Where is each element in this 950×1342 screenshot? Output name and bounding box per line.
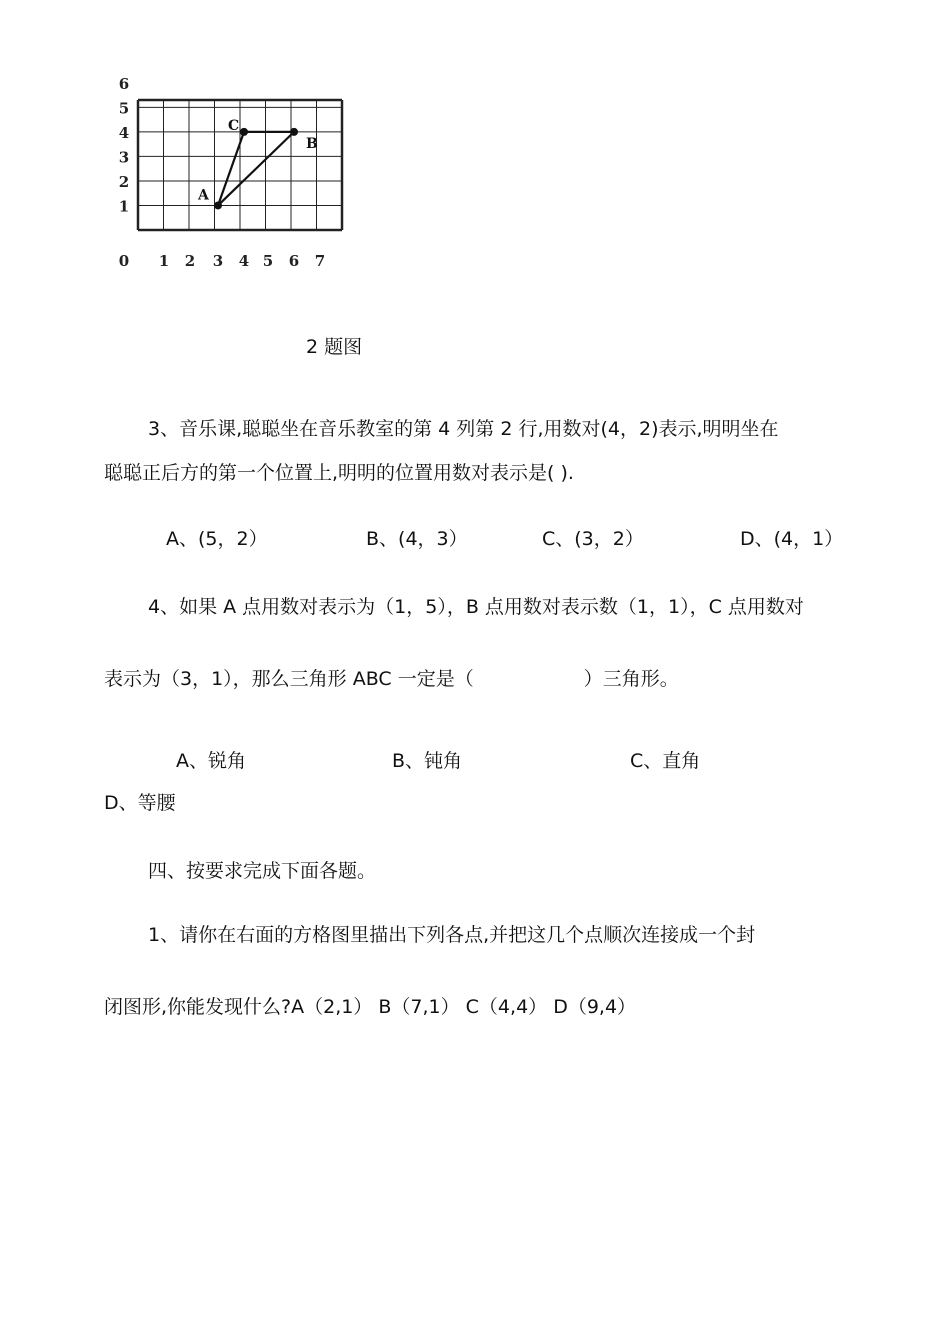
q3-option-a: A、(5，2）	[166, 528, 268, 550]
q4-option-a: A、锐角	[176, 750, 246, 772]
y-tick-label: 3	[118, 148, 130, 167]
x-tick-label: 2	[184, 252, 196, 270]
q4-line1: 4、如果 A 点用数对表示为（1，5），B 点用数对表示数（1，1），C 点用数对	[148, 596, 804, 618]
point-label-b: B	[306, 135, 318, 152]
q3-option-c: C、(3，2）	[542, 528, 644, 550]
coordinate-grid-figure	[108, 74, 343, 278]
x-tick-label: 5	[262, 252, 274, 270]
q4-line2-end: ）三角形。	[583, 668, 679, 690]
q3-line2: 聪聪正后方的第一个位置上,明明的位置用数对表示是( ).	[104, 462, 574, 484]
q3-option-b: B、(4，3）	[366, 528, 468, 550]
q3-option-d: D、(4，1）	[740, 528, 844, 550]
x-tick-label: 3	[212, 252, 224, 270]
point-c	[240, 128, 248, 136]
figure-caption: 2 题图	[306, 336, 363, 358]
point-b	[290, 128, 298, 136]
point-label-a: A	[198, 187, 209, 204]
section4-heading: 四、按要求完成下面各题。	[148, 860, 377, 882]
x-tick-label: 6	[288, 252, 300, 270]
x-tick-label: 4	[238, 252, 250, 270]
y-tick-label: 6	[118, 74, 130, 93]
y-tick-label: 4	[118, 123, 130, 142]
section4-q1-line2: 闭图形,你能发现什么?A（2,1） B（7,1） C（4,4） D（9,4）	[104, 996, 637, 1018]
point-label-c: C	[228, 117, 240, 134]
coordinate-grid-svg	[108, 74, 343, 278]
q4-option-c: C、直角	[630, 750, 701, 772]
section4-q1-line1: 1、请你在右面的方格图里描出下列各点,并把这几个点顺次连接成一个封	[148, 924, 756, 946]
q4-line2-start: 表示为（3，1），那么三角形 ABC 一定是（	[104, 668, 474, 690]
x-tick-label: 1	[158, 252, 170, 270]
y-tick-label: 5	[118, 99, 130, 118]
q3-line1: 3、音乐课,聪聪坐在音乐教室的第 4 列第 2 行,用数对(4，2)表示,明明坐在	[148, 418, 779, 440]
x-tick-label: 7	[314, 252, 326, 270]
q4-option-d: D、等腰	[104, 792, 176, 814]
point-a	[214, 201, 222, 209]
x-tick-label: 0	[118, 252, 130, 270]
q4-option-b: B、钝角	[392, 750, 463, 772]
y-tick-label: 1	[118, 197, 130, 216]
segment-ab	[218, 132, 294, 206]
y-tick-label: 2	[118, 172, 130, 191]
q4-line2	[104, 664, 679, 691]
